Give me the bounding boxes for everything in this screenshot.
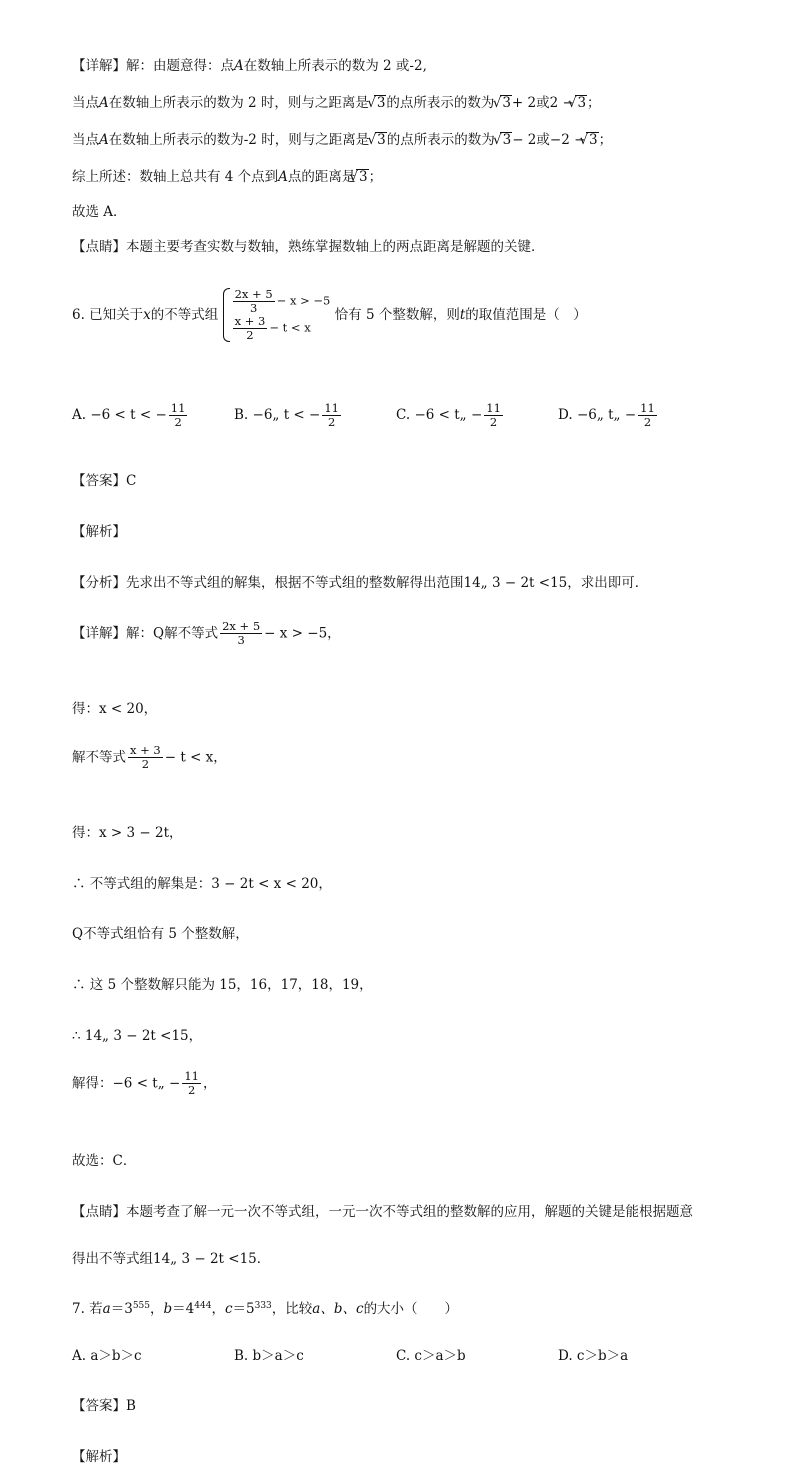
option-a [72, 402, 189, 429]
q6-dianjing-1 [72, 1202, 722, 1222]
option-a: A. a＞b＞c [72, 1348, 142, 1364]
var-a: A [99, 132, 109, 148]
numerator: 11 [170, 401, 186, 415]
sqrt: √ 3 [575, 95, 587, 110]
q6-options [72, 396, 722, 428]
denominator: 2 [489, 415, 498, 429]
fraction [484, 402, 503, 429]
text: ＝5 [232, 1301, 255, 1317]
sqrt: √ 3 [375, 132, 387, 147]
system-row-2 [231, 315, 331, 342]
q6-fenxi [72, 573, 722, 593]
text: 解：Q解不等式 [126, 625, 219, 642]
sqrt: √ 3 [500, 132, 512, 147]
text: 的点所表示的数为 [386, 95, 495, 111]
document-page [72, 56, 722, 1465]
q6-xiangjie [72, 620, 722, 656]
text: 综上所述：数轴上总共有 4 个点到 [72, 169, 279, 185]
option-c [396, 402, 505, 429]
text: 本题主要考查实数与数轴，熟练掌握数轴上的两点距离是解题的关键． [126, 239, 545, 255]
label: D. [558, 407, 573, 423]
var-list: a、b、c [312, 1301, 364, 1317]
numerator: 11 [324, 401, 339, 415]
text: ， [211, 1301, 225, 1317]
label: C. [396, 407, 411, 423]
fraction [182, 1070, 201, 1097]
numerator: x + 3 [130, 743, 161, 757]
var-t: t [459, 307, 466, 323]
option-d: D. c＞b＞a [558, 1348, 629, 1364]
analysis-tag: 【分析】 [72, 575, 126, 591]
q6-step-6: ∴ 这 5 个整数解只能为 15，16，17，18，19， [72, 977, 373, 993]
denominator: 2 [187, 1083, 196, 1097]
expr: −6„ t„ − [576, 407, 637, 423]
expr: −6„ t < − [252, 407, 321, 423]
system-row-1 [231, 288, 331, 315]
label: A. [72, 407, 87, 423]
sqrt: √ 3 [374, 95, 386, 110]
fraction [128, 744, 163, 771]
q6-step-1: 得：x < 20， [72, 701, 158, 717]
q6-analysis: 【解析】 [72, 524, 126, 540]
text: 点的距离是 [287, 169, 356, 185]
text: ，比较 [271, 1301, 313, 1317]
text: 的点所表示的数为 [386, 132, 495, 148]
p5-line-4 [72, 167, 722, 187]
option-c: C. c＞a＞b [396, 1348, 466, 1364]
q6-step-3: 得：x > 3 − 2t， [72, 825, 183, 841]
text: − x > −5， [264, 625, 341, 642]
text: ， [202, 1075, 217, 1092]
text: 的不等式组 [150, 307, 219, 323]
text: 先求出不等式组的解集，根据不等式组的整数解得出范围 [126, 575, 464, 591]
denominator: 3 [237, 633, 245, 647]
fraction [322, 402, 341, 429]
fraction [233, 288, 275, 315]
expr: −6 < t„ − [414, 407, 483, 423]
denominator: 2 [246, 328, 254, 342]
q6-step-5: Q不等式组恰有 5 个整数解， [72, 926, 249, 942]
q7-options [72, 1346, 722, 1366]
fraction [233, 315, 268, 342]
text: 或 [536, 95, 550, 111]
exponent: 333 [254, 1301, 272, 1311]
fraction [169, 402, 188, 429]
text: 的大小（ ） [363, 1301, 459, 1317]
text: ， [150, 1301, 164, 1317]
text: 的取值范围是（ ） [465, 307, 587, 323]
p5-line-6 [72, 237, 722, 257]
sqrt: √ 3 [356, 169, 368, 184]
denominator: 2 [141, 757, 150, 771]
comment-tag: 【点睛】 [72, 239, 126, 255]
q7-stem [72, 1296, 722, 1316]
text: 6. 已知关于 [72, 307, 144, 323]
text: 本题考查了解一元一次不等式组，一元一次不等式组的整数解的应用，解题的关键是能根据题意 [126, 1204, 693, 1220]
p5-line-1 [72, 56, 722, 76]
var-a: A [234, 58, 244, 74]
numerator: x + 3 [234, 314, 266, 328]
text: ； [587, 95, 601, 111]
expr: −6 < t < − [90, 407, 167, 423]
text: 恰有 5 个整数解，则 [334, 307, 460, 323]
q7-answer: 【答案】B [72, 1398, 136, 1414]
denominator: 2 [328, 415, 336, 429]
text: 解：由题意得：点 [126, 58, 234, 74]
q6-step-4: ∴ 不等式组的解集是：3 − 2t < x < 20， [72, 876, 332, 892]
numerator: 2x + 5 [222, 619, 261, 633]
text: 7. 若 [72, 1301, 103, 1317]
text: ，求出即可． [567, 575, 649, 591]
text: 在数轴上所表示的数为-2 时，则与之距离是 [108, 132, 370, 148]
detail-tag: 【详解】 [72, 58, 126, 74]
comment-tag: 【点睛】 [72, 1204, 126, 1220]
text: 解得：−6 < t„ − [72, 1075, 181, 1092]
text: 解不等式 [72, 749, 126, 766]
text: −2 − [549, 132, 586, 148]
text: − 2 [512, 132, 537, 148]
p5-line-5: 故选 A． [72, 204, 127, 220]
text: 或 [536, 132, 550, 148]
var-x: x [143, 307, 151, 323]
inequality-system [223, 288, 331, 342]
q7-analysis: 【解析】 [72, 1449, 126, 1465]
text: ＝3 [110, 1301, 133, 1317]
q6-step-7: ∴ 14„ 3 − 2t <15， [72, 1028, 203, 1044]
denominator: 2 [643, 415, 652, 429]
denominator: 3 [249, 301, 258, 315]
brace-icon [223, 288, 230, 342]
q6-step-9: 故选：C． [72, 1153, 137, 1169]
var-c: c [224, 1301, 233, 1317]
q6-step-2 [72, 744, 722, 780]
var-b: b [163, 1301, 173, 1317]
q6-answer: 【答案】C [72, 473, 137, 489]
fraction [220, 620, 262, 647]
text: 在数轴上所表示的数为 2 或-2, [243, 58, 427, 74]
text: 当点 [72, 95, 99, 111]
expr: 14„ 3 − 2t <15 [463, 575, 568, 591]
p5-line-2 [72, 93, 722, 113]
text: − x > −5 [276, 293, 331, 308]
option-b: B. b＞a＞c [234, 1348, 304, 1364]
numerator: 2x + 5 [234, 287, 273, 301]
denominator: 2 [174, 415, 182, 429]
text: 当点 [72, 132, 99, 148]
var-a: A [278, 169, 288, 185]
text: + 2 [511, 95, 537, 111]
text: 在数轴上所表示的数为 2 时，则与之距离是 [108, 95, 369, 111]
var-a: a [102, 1301, 111, 1317]
option-b [234, 402, 343, 429]
sqrt: √ 3 [586, 132, 598, 147]
detail-tag: 【详解】 [72, 625, 126, 642]
numerator: 11 [486, 401, 501, 415]
text: 2 − [549, 95, 574, 111]
var-a: A [99, 95, 109, 111]
exponent: 444 [194, 1301, 212, 1311]
exponent: 555 [132, 1301, 151, 1311]
text: − t < x， [164, 749, 227, 766]
text: − t < x [269, 320, 311, 335]
text: ＝4 [172, 1301, 195, 1317]
p5-line-3 [72, 130, 722, 150]
fraction [638, 402, 657, 429]
numerator: 11 [184, 1069, 199, 1083]
q6-step-8 [72, 1070, 722, 1106]
text: ； [368, 169, 383, 185]
text: ； [598, 132, 613, 148]
numerator: 11 [640, 401, 655, 415]
option-d [558, 402, 659, 429]
label: B. [234, 407, 249, 423]
q6-dianjing-2: 得出不等式组14„ 3 − 2t <15． [72, 1251, 271, 1267]
q6-stem [72, 287, 722, 342]
sqrt: √ 3 [500, 95, 512, 110]
